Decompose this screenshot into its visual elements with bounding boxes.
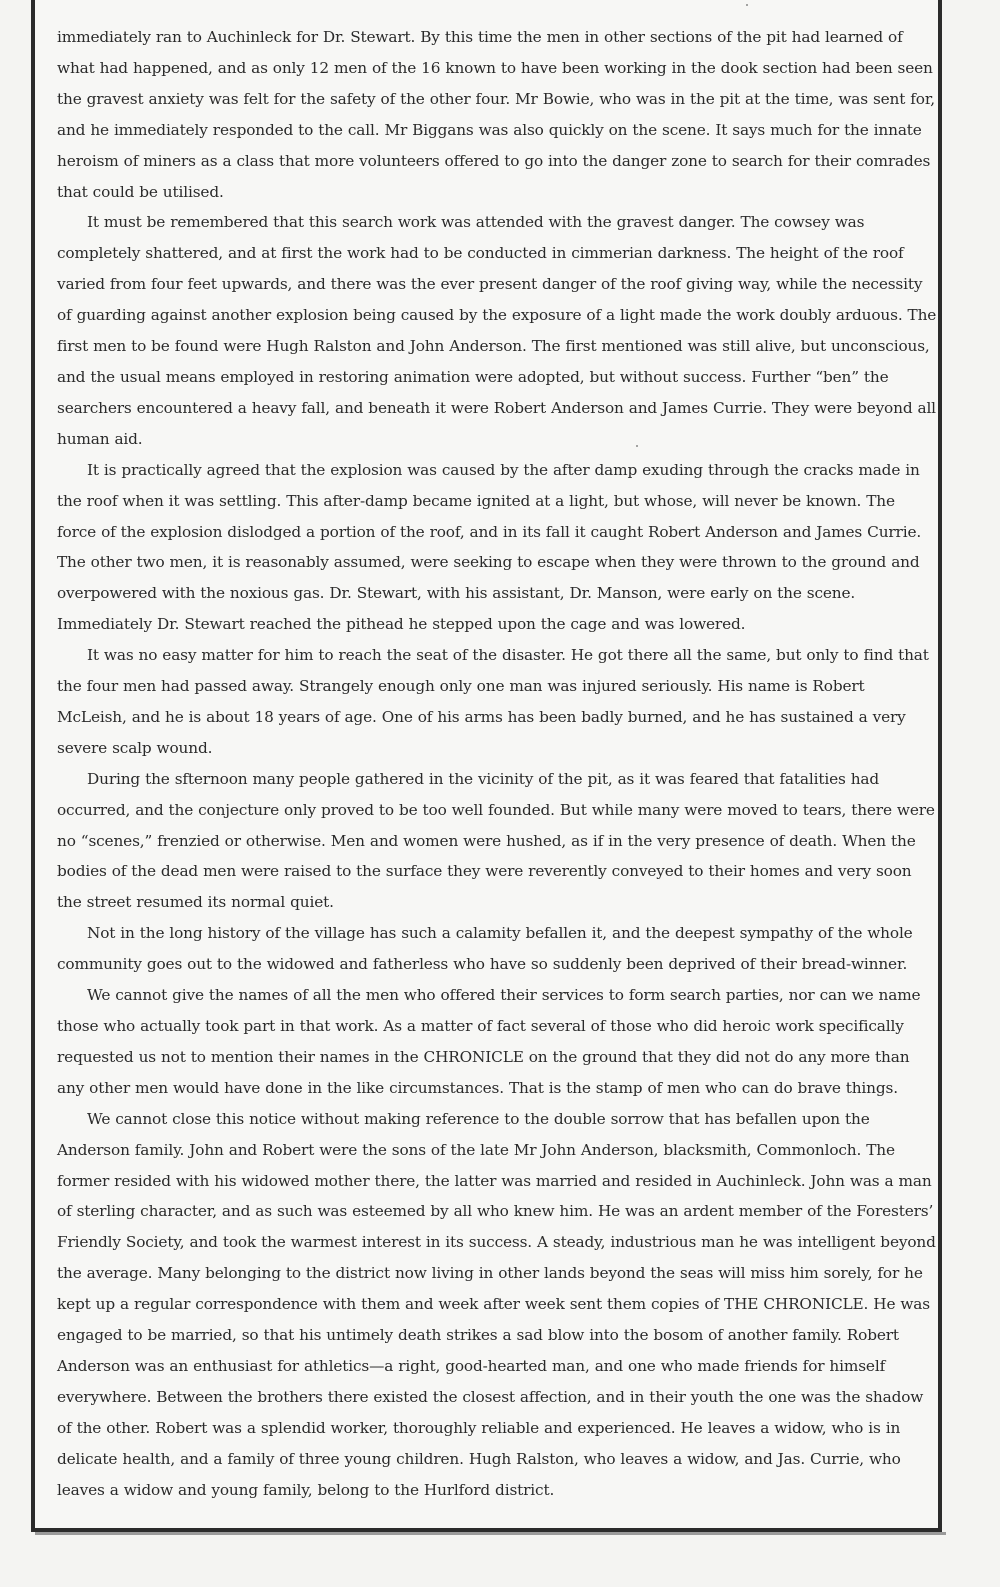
paper-speck (746, 4, 748, 6)
article-paragraph-4: It was no easy matter for him to reach the seat of the disaster. He got there all the same, but only to find that the four men had passed away. Strangely enough only one man was injured seriously. His name is Robert McLeish, and he is about 18 years of age. One of his arms has been badly burned, and he has sustained a very severe scalp wound. (57, 646, 929, 757)
article-paragraph-3: It is practically agreed that the explosion was caused by the after damp exuding through the cracks made in the roof when it was settling. This after-damp became ignited at a light, but whose, will never be known. The force of the explosion dislodged a portion of the roof, and in its fall it caught Robert Anderson and James Currie. The other two men, it is reasonably assumed, were seeking to escape when they were thrown to the ground and overpowered with the noxious gas. Dr. Stewart, with his assistant, Dr. Manson, were early on the scene. Immediately Dr. Stewart reached the pithead he stepped upon the cage and was lowered. (57, 460, 922, 634)
page-shadow (35, 1532, 946, 1535)
paper-speck (636, 445, 638, 447)
article-paragraph-8: We cannot close this notice without making reference to the double sorrow that has befallen upon the Anderson family. John and Robert were the sons of the late Mr John Anderson, blacksmith, Commonloch. The former resided with his widowed mother there, the latter was married and resided in Auchinleck. John was a man of sterling character, and as such was esteemed by all who knew him. He was an ardent member of the Foresters’ Friendly Society, and took the warmest interest in its success. A steady, industrious man he was intelligent beyond the average. Many belonging to the district now living in other lands beyond the seas will miss him sorely, for he kept up a regular correspondence with them and week after week sent them copies of THE CHRONICLE. He was engaged to be married, so that his untimely death strikes a sad blow into the bosom of another family. Robert Anderson was an enthusiast for athletics—a right, good-hearted man, and one who made friends for himself everywhere. Between the brothers there existed the closest affection, and in their youth the one was the shadow of the other. Robert was a splendid worker, thoroughly reliable and experienced. He leaves a widow, who is in delicate health, and a family of three young children. Hugh Ralston, who leaves a widow, and Jas. Currie, who leaves a widow and young family, belong to the Hurlford district. (57, 1109, 936, 1499)
article-paragraph-6: Not in the long history of the village has such a calamity befallen it, and the deepest sympathy of the whole community goes out to the widowed and fatherless who have so suddenly been deprived of their bread-winner. (57, 924, 913, 974)
article-paragraph-2: It must be remembered that this search work was attended with the gravest danger. The cowsey was completely shattered, and at first the work had to be conducted in cimmerian darkness. The height of the roof varied from four feet upwards, and there was the ever present danger of the roof giving way, while the necessity of guarding against another explosion being caused by the exposure of a light made the work doubly arduous. The first men to be found were Hugh Ralston and John Anderson. The first mentioned was still alive, but unconscious, and the usual means employed in restoring animation were adopted, but without success. Further “ben” the searchers encountered a heavy fall, and beneath it were Robert Anderson and James Currie. They were beyond all human aid. (57, 213, 937, 448)
article-body (57, 22, 937, 1506)
article-paragraph-7: We cannot give the names of all the men who offered their services to form search parties, nor can we name those who actually took part in that work. As a matter of fact several of those who did heroic work specifically requested us not to mention their names in the CHRONICLE on the ground that they did not do any more than any other men would have done in the like circumstances. That is the stamp of men who can do brave things. (57, 986, 921, 1097)
article-paragraph-5: During the sfternoon many people gathered in the vicinity of the pit, as it was feared that fatalities had occurred, and the conjecture only proved to be too well founded. But while many were moved to tears, there were no “scenes,” frenzied or otherwise. Men and women were hushed, as if in the very presence of death. When the bodies of the dead men were raised to the surface they were reverently conveyed to their homes and very soon the street resumed its normal quiet. (57, 769, 935, 912)
page-frame (31, 0, 942, 1532)
article-paragraph-1: immediately ran to Auchinleck for Dr. Stewart. By this time the men in other sections of the pit had learned of what had happened, and as only 12 men of the 16 known to have been working in the dook section had been seen the gravest anxiety was felt for the safety of the other four. Mr Bowie, who was in the pit at the time, was sent for, and he immediately responded to the call. Mr Biggans was also quickly on the scene. It says much for the innate heroism of miners as a class that more volunteers offered to go into the danger zone to search for their comrades that could be utilised. (57, 28, 936, 201)
